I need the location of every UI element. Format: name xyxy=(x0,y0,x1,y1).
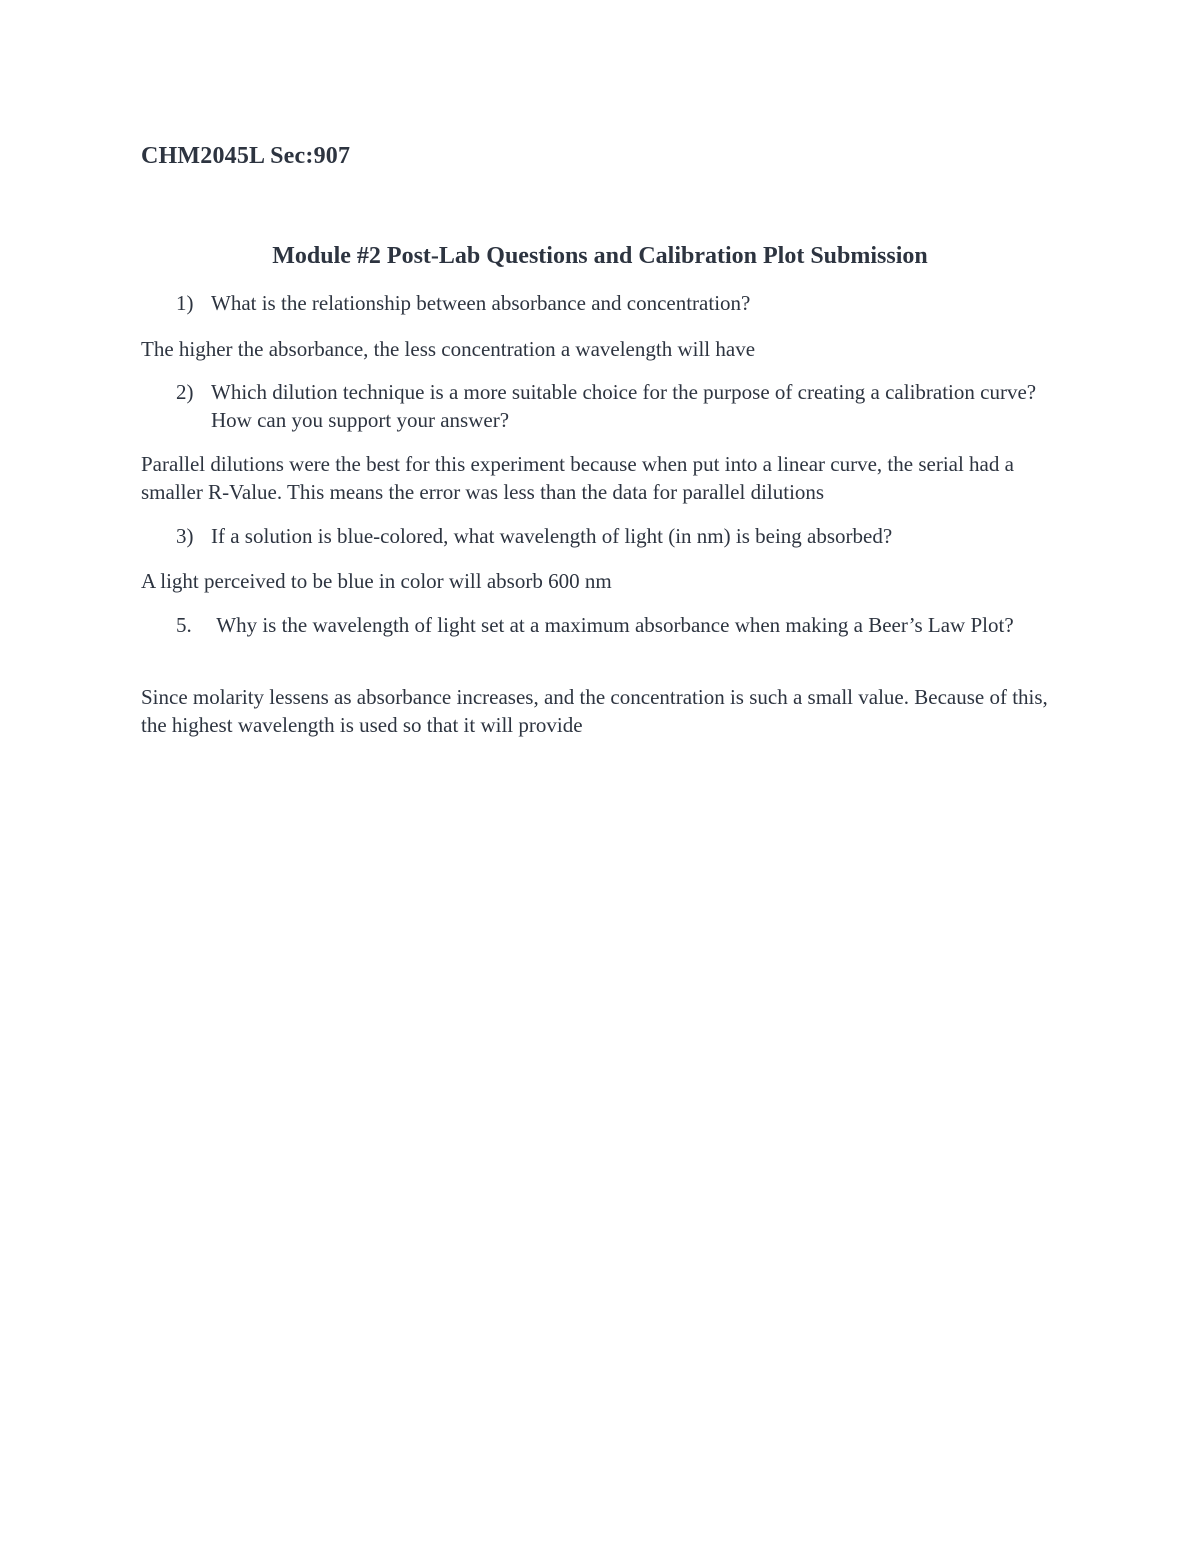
answer-1: The higher the absorbance, the less concentration a wavelength will have xyxy=(141,337,756,361)
question-3 xyxy=(176,522,1076,550)
question-5-text: Why is the wavelength of light set at a maximum absorbance when making a Beer’s Law Plot? xyxy=(211,613,1014,637)
question-2 xyxy=(176,378,1076,434)
question-3-text: If a solution is blue-colored, what wavelength of light (in nm) is being absorbed? xyxy=(211,524,893,548)
course-header: CHM2045L Sec:907 xyxy=(141,143,351,169)
question-5 xyxy=(176,611,1076,639)
answer-2: Parallel dilutions were the best for this experiment because when put into a linear curve, the serial had a smaller R-Value. This means the error was less than the data for parallel dilutions xyxy=(141,452,1014,504)
question-1 xyxy=(176,289,1076,317)
question-1-number: 1) xyxy=(176,291,194,315)
question-2-number: 2) xyxy=(176,380,194,404)
question-3-number: 3) xyxy=(176,524,194,548)
answer-3: A light perceived to be blue in color will absorb 600 nm xyxy=(141,569,612,593)
question-1-text: What is the relationship between absorbance and concentration? xyxy=(211,291,751,315)
question-2-text: Which dilution technique is a more suitable choice for the purpose of creating a calibration curve? How can you support your answer? xyxy=(211,380,1037,432)
question-5-number: 5. xyxy=(176,613,192,637)
document-title: Module #2 Post-Lab Questions and Calibration Plot Submission xyxy=(272,243,928,269)
answer-5: Since molarity lessens as absorbance increases, and the concentration is such a small value. Because of this, the highest wavelength is used so that it will provide xyxy=(141,685,1048,737)
